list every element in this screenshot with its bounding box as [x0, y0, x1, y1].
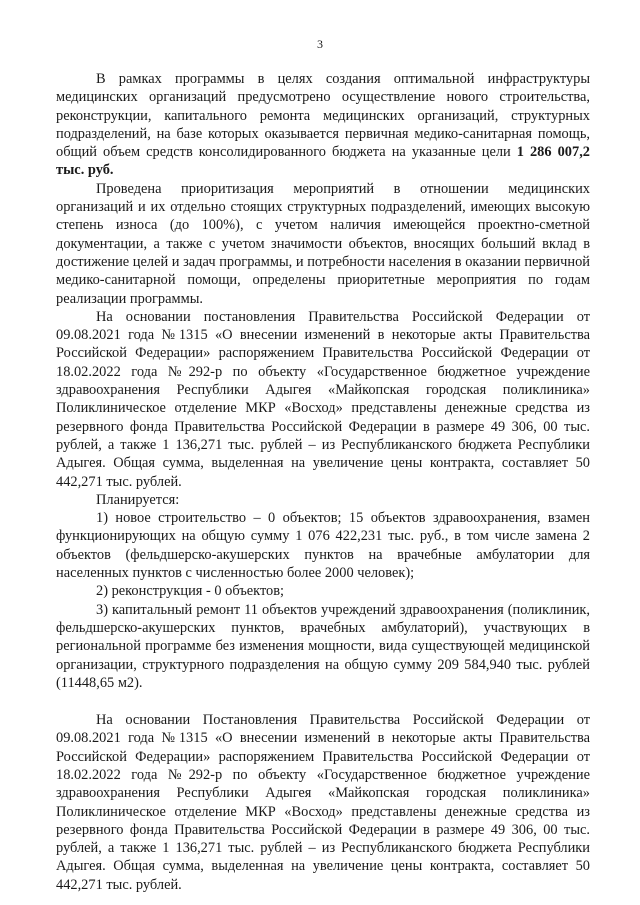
document-body [56, 70, 590, 894]
paragraph-planned-heading: Планируется: [96, 491, 180, 508]
paragraph-text: В рамках программы в целях создания оптимальной инфраструктуры медицинских организаций предусмотрено осуществление нового строительства, реконструкции, капитального ремонта медицинских организаций, структурных подразделений, на базе которых оказывается первичная медико-санитарная помощь, общий объем средств консолидированного бюджета на указанные цели [56, 71, 590, 161]
list-item-capital-repair: 3) капитальный ремонт 11 объектов учреждений здравоохранения (поликлиник, фельдшерско-акушерских пунктов, врачебных амбулаторий), участвующих в региональной программе без изменения мощности, вида существующей медицинской организации, структурного подразделения на общую сумму 209 584,940 тыс. рублей (11448,65 м2). [56, 601, 590, 691]
paragraph-government-order-repeat: На основании Постановления Правительства Российской Федерации от 09.08.2021 года №1315 «О внесении изменений в некоторые акты Правительства Российской Федерации» распоряжением Правительства Российской Федерации от 18.02.2022 года №292-р по объекту «Государственное бюджетное учреждение здравоохранения Республики Адыгея «Майкопская городская поликлиника» Поликлиническое отделение МКР «Восход» представлены денежные средства из резервного фонда Правительства Российской Федерации в размере 49 306, 00 тыс. рублей, а также 1 136,271 тыс. рублей – из Республиканского бюджета Республики Адыгея. Общая сумма, выделенная на увеличение цены контракта, составляет 50 442,271 тыс. рублей. [56, 712, 590, 893]
paragraph-infrastructure [56, 70, 590, 180]
page-number: 3 [317, 37, 323, 51]
list-item-reconstruction: 2) реконструкция - 0 объектов; [96, 583, 285, 600]
total-budget-amount: 1 286 007,2 тыс. руб. [56, 144, 590, 179]
paragraph-government-order: На основании постановления Правительства Российской Федерации от 09.08.2021 года №1315 «О внесении изменений в некоторые акты Правительства Российской Федерации» распоряжением Правительства Российской Федерации от 18.02.2022 года №292-р по объекту «Государственное бюджетное учреждение здравоохранения Республики Адыгея «Майкопская городская поликлиника» Поликлиническое отделение МКР «Восход» представлены денежные средства из резервного фонда Правительства Российской Федерации в размере 49 306, 00 тыс. рублей, а также 1 136,271 тыс. рублей – из Республиканского бюджета Республики Адыгея. Общая сумма, выделенная на увеличение цены контракта, составляет 50 442,271 тыс. рублей. [56, 308, 590, 490]
list-item-new-construction: 1) новое строительство – 0 объектов; 15 объектов здравоохранения, взамен функционирующих на общую сумму 1 076 422,231 тыс. руб., в том числе замена 2 объектов (фельдшерско-акушерских пунктов на врачебные амбулатории для населенных пунктов с численностью более 2000 человек); [56, 510, 590, 582]
paragraph-prioritization: Проведена приоритизация мероприятий в отношении медицинских организаций и их отдельно стоящих структурных подразделений, имеющих высокую степень износа (до 100%), с учетом наличия имеющейся проектно-сметной документации, а также с учетом значимости объектов, вносящих больший вклад в достижение целей и задач программы, и потребности населения в оказании первичной медико-санитарной помощи, определены приоритетные мероприятия по годам реализации программы. [56, 180, 590, 307]
